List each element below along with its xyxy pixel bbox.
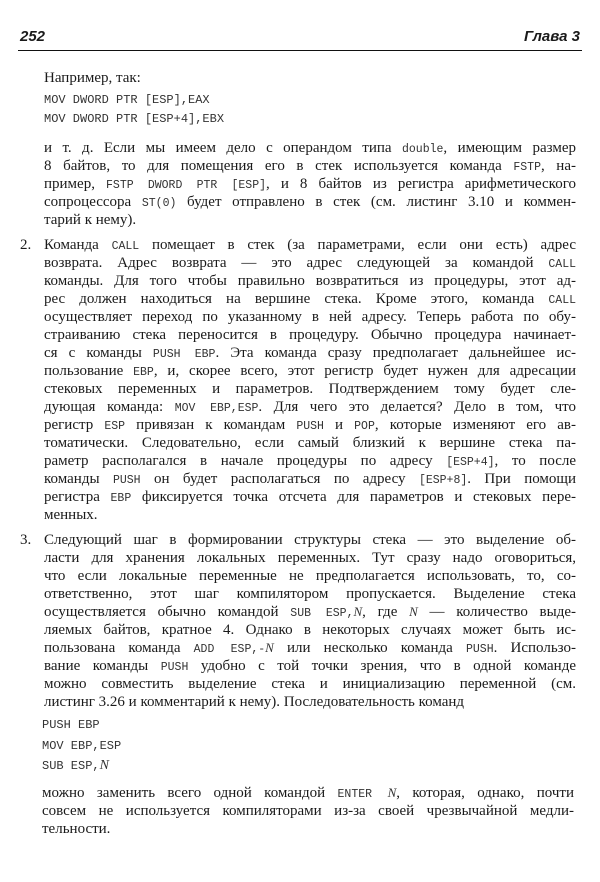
text-line: Команда CALL помещает в стек (за параметрами, если они есть) адрес bbox=[44, 237, 577, 253]
paragraph-2 bbox=[42, 784, 574, 838]
text-line: совсем не используется компиляторами из-за своей чрезвычайной медли- bbox=[42, 803, 574, 819]
inline-code: double bbox=[401, 143, 444, 156]
text-line: тарий к нему). bbox=[44, 212, 137, 228]
text-line: пользована команда ADD ESP,-N или несколько команда PUSH. Использо- bbox=[44, 640, 576, 656]
text-line: дующая команда: MOV EBP,ESP. Для чего это делается? Дело в том, что bbox=[44, 399, 576, 415]
code-line: MOV DWORD PTR [ESP],EAX bbox=[44, 93, 210, 107]
text-line: команды. Для того чтобы правильно возвратиться из процедуры, этот ад- bbox=[44, 273, 576, 289]
text-line: пример, FSTP DWORD PTR [ESP], и 8 байтов из регистра арифметического bbox=[44, 176, 576, 192]
item-number-3: 3. bbox=[20, 532, 32, 548]
text-line: стековых переменных и параметров. Подтверждением тому будет сле- bbox=[44, 381, 576, 397]
text-line: можно совместить выделение стека и инициализацию переменной (см. bbox=[44, 676, 576, 692]
inline-code: EBP bbox=[133, 366, 154, 379]
inline-code: ENTER N bbox=[337, 785, 397, 801]
text-line: что если локальные переменные не предполагается использовать, то, со- bbox=[44, 568, 576, 584]
text-line: пользование EBP, и, скорее всего, этот регистр будет нужен для адресации bbox=[44, 363, 576, 379]
inline-code: [ESP+4] bbox=[446, 456, 495, 469]
inline-code: [ESP+8] bbox=[418, 474, 468, 487]
text-line: ся с команды PUSH EBP. Эта команда сразу предполагает дальнейшее ис- bbox=[44, 345, 576, 361]
header-rule bbox=[18, 50, 582, 51]
inline-code: N bbox=[409, 604, 418, 619]
text-line: и т. д. Если мы имеем дело с операндом типа double, имеющим размер bbox=[44, 140, 576, 156]
inline-code: PUSH bbox=[112, 474, 141, 487]
inline-code: POP bbox=[354, 420, 375, 433]
intro-line: Например, так: bbox=[44, 70, 141, 86]
text-line: 8 байтов, то для помещения его в стек используется команда FSTP, на- bbox=[44, 158, 576, 174]
inline-code: ST(0) bbox=[141, 197, 177, 210]
inline-code: CALL bbox=[111, 240, 140, 253]
text-line: регистра EBP фиксируется точка отсчета для параметров и стековых пере- bbox=[44, 489, 576, 505]
text-line: менных. bbox=[44, 507, 98, 523]
text-line: раметр располагался в начале процедуры по адресу [ESP+4], то после bbox=[44, 453, 577, 469]
inline-code: FSTP bbox=[513, 161, 541, 174]
text-line: регистр ESP привязан к командам PUSH и POP, которые изменяют его ав- bbox=[44, 417, 577, 433]
inline-code: PUSH bbox=[160, 661, 189, 674]
text-line: ласти для хранения локальных переменных. Тут сразу надо оговориться, bbox=[44, 550, 576, 566]
code-line: SUB ESP,N bbox=[42, 758, 109, 773]
paragraph-1 bbox=[44, 139, 576, 229]
inline-code: MOV EBP,ESP bbox=[174, 402, 259, 415]
text-line: ответственно, этот шаг компилятором пропускается. Выделение стека bbox=[44, 586, 576, 602]
text-line: вание команды PUSH удобно с той точки зрения, что в одной команде bbox=[44, 658, 576, 674]
inline-code: PUSH bbox=[466, 643, 494, 656]
text-line: сопроцессора ST(0) будет отправлено в стек (см. листинг 3.10 и коммен- bbox=[44, 194, 577, 210]
inline-code: PUSH bbox=[296, 420, 324, 433]
inline-code: FSTP DWORD PTR [ESP] bbox=[106, 179, 267, 192]
code-block-1 bbox=[44, 91, 576, 129]
text-line: осуществляет переход по указанному в ней адресу. Теперь работа по обу- bbox=[44, 309, 576, 325]
text-line: осуществляется обычно командой SUB ESP,N, где N — количество выде- bbox=[44, 604, 576, 620]
list-item-2 bbox=[44, 236, 576, 524]
inline-code: EBP bbox=[110, 492, 132, 505]
text-line: страиванию стека переносится в процедуру. Обычно процедура начинает- bbox=[44, 327, 576, 343]
text-line: можно заменить всего одной командой ENTER N, которая, однако, почти bbox=[42, 785, 574, 801]
inline-code: ADD ESP,-N bbox=[193, 640, 274, 656]
text-line: ляемых байтов, кратное 4. Однако в некоторых случаях может быть ис- bbox=[44, 622, 576, 638]
text-line: рес должен находиться на вершине стека. Кроме этого, команда CALL bbox=[44, 291, 576, 307]
item-number-2: 2. bbox=[20, 237, 32, 253]
code-line: MOV DWORD PTR [ESP+4],EBX bbox=[44, 112, 225, 126]
text-line: команды PUSH он будет располагаться по адресу [ESP+8]. При помощи bbox=[44, 471, 576, 487]
code-line: MOV EBP,ESP bbox=[42, 738, 122, 753]
text-line: Следующий шаг в формировании структуры стека — это выделение об- bbox=[44, 532, 576, 548]
inline-code: ESP bbox=[104, 420, 126, 433]
code-line: PUSH EBP bbox=[42, 718, 100, 732]
inline-code: SUB ESP,N bbox=[290, 604, 363, 620]
chapter-title: Глава 3 bbox=[523, 28, 580, 45]
list-item-3 bbox=[44, 531, 576, 711]
text-line: листинг 3.26 и комментарий к нему). Последовательность команд bbox=[44, 694, 465, 710]
code-block-2 bbox=[42, 715, 574, 777]
page-number: 252 bbox=[20, 28, 46, 45]
inline-code: PUSH EBP bbox=[152, 348, 216, 361]
text-line: томатически. Следовательно, если самый близкий к вершине стека па- bbox=[44, 435, 576, 451]
text-line: возврата. Адрес возврата — это адрес следующей за командой CALL bbox=[44, 255, 576, 271]
inline-code: CALL bbox=[548, 294, 576, 307]
intro-text bbox=[44, 69, 576, 87]
inline-code: CALL bbox=[548, 258, 576, 271]
text-line: тельности. bbox=[42, 821, 111, 837]
